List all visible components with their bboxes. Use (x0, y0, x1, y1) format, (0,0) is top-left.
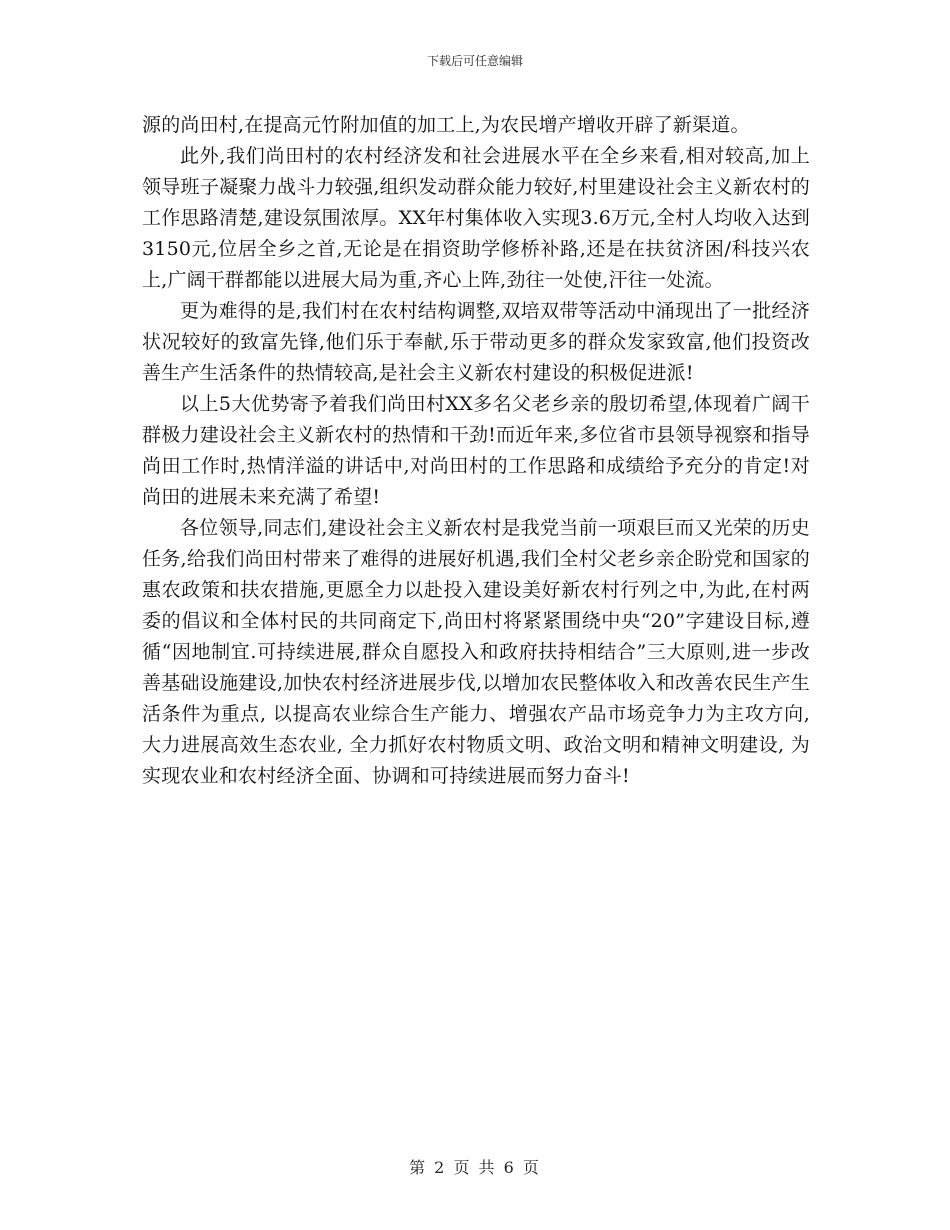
document-body (142, 110, 810, 792)
paragraph: 各位领导,同志们,建设社会主义新农村是我党当前一项艰巨而又光荣的历史任务,给我们尚田村带来了难得的进展好机遇,我们全村父老乡亲企盼党和国家的惠农政策和扶农措施,更愿全力以赴投入建设美好新农村行列之中,为此,在村两委的倡议和全体村民的共同商定下,尚田村将紧紧围绕中央“20”字建设目标,遵循“因地制宜.可持续进展,群众自愿投入和政府扶持相结合”三大原则,进一步改善基础设施建设,加快农村经济进展步伐,以增加农民整体收入和改善农民生产生活条件为重点, 以提高农业综合生产能力、增强农产品市场竞争力为主攻方向,大力进展高效生态农业, 全力抓好农村物质文明、政治文明和精神文明建设, 为实现农业和农村经济全面、协调和可持续进展而努力奋斗! (142, 517, 810, 787)
page-number-footer: 第 2 页 共 6 页 (409, 1158, 541, 1177)
page-header: 下载后可任意编辑 (426, 54, 523, 68)
paragraph-continuation: 源的尚田村,在提高元竹附加值的加工上,为农民增产增收开辟了新渠道。 (142, 114, 750, 136)
paragraph: 更为难得的是,我们村在农村结构调整,双培双带等活动中涌现出了一批经济状况较好的致富先锋,他们乐于奉献,乐于带动更多的群众发家致富,他们投资改善生产生活条件的热情较高,是社会主义新农村建设的积极促进派! (142, 300, 810, 384)
paragraph: 以上5大优势寄予着我们尚田村XX多名父老乡亲的殷切希望,体现着广阔干群极力建设社会主义新农村的热情和干劲!而近年来,多位省市县领导视察和指导尚田工作时,热情洋溢的讲话中,对尚田村的工作思路和成绩给予充分的肯定!对尚田的进展未来充满了希望! (142, 393, 810, 508)
paragraph: 此外,我们尚田村的农村经济发和社会进展水平在全乡来看,相对较高,加上领导班子凝聚力战斗力较强,组织发动群众能力较好,村里建设社会主义新农村的工作思路清楚,建设氛围浓厚。XX年村集体收入实现3.6万元,全村人均收入达到3150元,位居全乡之首,无论是在捐资助学修桥补路,还是在扶贫济困/科技兴农上,广阔干群都能以进展大局为重,齐心上阵,劲往一处使,汗往一处流。 (142, 145, 810, 291)
